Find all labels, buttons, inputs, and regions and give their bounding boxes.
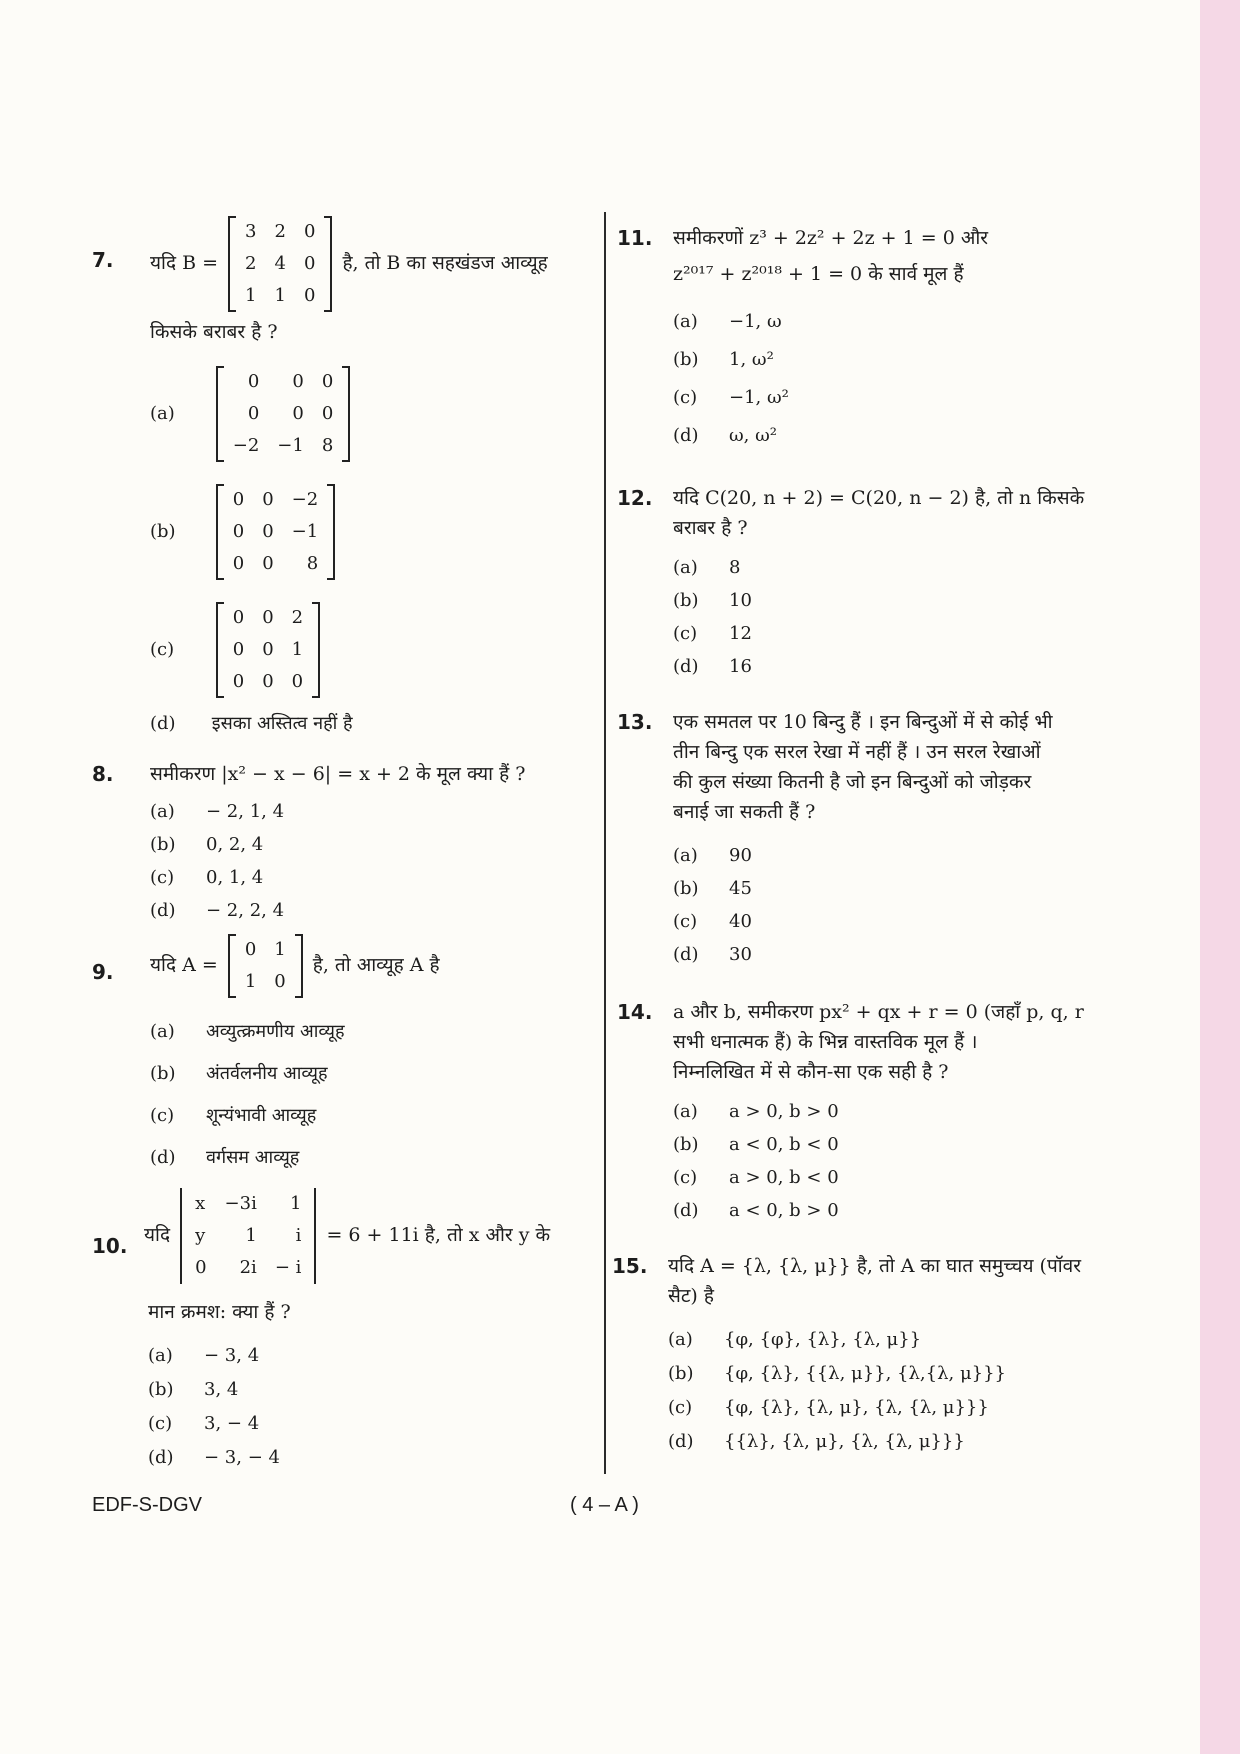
option-text: अव्युत्क्रमणीय आव्यूह [206,1021,345,1042]
option-label: (d) [148,1447,174,1468]
option-label: (d) [673,425,699,446]
option-label: (c) [150,639,175,660]
option-a [150,1016,345,1048]
option-label: (b) [148,1379,174,1400]
option-d [150,1142,299,1174]
option-c [150,1100,316,1132]
question-10 [92,1188,602,1478]
option-c [673,618,752,650]
option-text: 0, 1, 4 [206,867,264,888]
option-c [673,906,752,938]
option-text: 0, 2, 4 [206,834,264,855]
option-a [668,1324,921,1356]
question-number: 13. [617,710,653,734]
question-line-1: समीकरणों z³ + 2z² + 2z + 1 = 0 और [673,227,989,249]
question-line-3: की कुल संख्या कितनी है जो इन बिन्दुओं को जोड़कर [673,771,1032,793]
question-line-2: सैट) है [668,1285,714,1307]
question-number: 12. [617,486,653,510]
option-text: 3, 4 [204,1379,239,1400]
question-14 [617,996,1137,1226]
option-label: (c) [673,387,698,408]
option-label: (a) [150,801,175,822]
option-text: {φ, {λ}, {{λ, μ}}, {λ,{λ, μ}}} [724,1363,1006,1384]
option-label: (a) [673,845,698,866]
option-text: इसका अस्तित्व नहीं है [211,713,353,734]
question-line-1: a और b, समीकरण px² + qx + r = 0 (जहाँ p, q, r [673,1001,1084,1023]
question-line-3: निम्नलिखित में से कौन-सा एक सही है ? [673,1061,949,1083]
question-line-1: एक समतल पर 10 बिन्दु हैं । इन बिन्दुओं में से कोई भी [673,711,1053,733]
question-line-2: z²⁰¹⁷ + z²⁰¹⁸ + 1 = 0 के सार्व मूल हैं [673,263,964,285]
option-a-matrix: 0 0 0 0 0 0 −2 −1 8 [216,366,351,462]
option-label: (c) [673,1167,698,1188]
matrix-B: 3 2 0 2 4 0 1 1 0 [228,216,332,312]
option-a [150,796,284,828]
page-edge-strip [1200,0,1240,1754]
question-8 [92,758,602,928]
question-number: 7. [92,248,114,272]
question-line-2: सभी धनात्मक हैं) के भिन्न वास्तविक मूल हैं । [673,1031,978,1053]
option-text: − 3, − 4 [204,1447,280,1468]
option-d [150,708,353,740]
option-a [150,366,354,462]
option-b [150,1058,328,1090]
option-label: (c) [148,1413,173,1434]
question-prefix: यदि A = [150,954,218,976]
question-line-2: किसके बराबर है ? [150,321,278,343]
option-text: 40 [729,911,752,932]
option-b [673,585,752,617]
option-b [673,1129,839,1161]
option-b [668,1358,1006,1390]
option-d [673,420,777,452]
question-15 [612,1250,1132,1460]
option-label: (b) [668,1363,694,1384]
option-label: (c) [150,1105,175,1126]
question-line-1: यदि C(20, n + 2) = C(20, n − 2) है, तो n किसके [673,487,1085,509]
option-c-matrix: 0 0 2 0 0 1 0 0 0 [216,602,320,698]
option-label: (a) [150,1021,175,1042]
question-12 [617,482,1137,682]
matrix-A: 0 1 1 0 [228,934,303,998]
option-c [673,382,789,414]
column-divider [604,212,606,1474]
option-label: (a) [673,1101,698,1122]
option-d [673,651,752,683]
option-label: (d) [668,1431,694,1452]
question-line-2: बराबर है ? [673,517,748,539]
question-number: 15. [612,1254,648,1278]
option-a [148,1340,259,1372]
determinant: x −3i 1 y 1 i 0 2i − i [180,1188,316,1284]
option-text: −1, ω [729,311,782,332]
question-9 [92,934,602,1174]
option-label: (c) [673,623,698,644]
question-11 [617,222,1137,452]
option-d [148,1442,280,1474]
option-text: {{λ}, {λ, μ}, {λ, {λ, μ}}} [724,1431,965,1452]
question-number: 9. [92,960,114,984]
option-text: a > 0, b < 0 [729,1167,839,1188]
option-text: {φ, {φ}, {λ}, {λ, μ}} [724,1329,922,1350]
option-label: (c) [673,911,698,932]
option-b [150,829,263,861]
option-text: −1, ω² [729,387,789,408]
option-label: (a) [673,311,698,332]
question-line-4: बनाई जा सकती हैं ? [673,801,816,823]
option-text: {φ, {λ}, {λ, μ}, {λ, {λ, μ}}} [724,1397,989,1418]
option-c [150,862,263,894]
question-line-2: मान क्रमश: क्या हैं ? [148,1301,291,1323]
paper-code: EDF-S-DGV [92,1494,202,1516]
option-label: (a) [673,557,698,578]
question-7 [92,216,602,736]
option-label: (d) [673,944,699,965]
option-label: (a) [148,1345,173,1366]
option-label: (b) [673,349,699,370]
option-text: a < 0, b > 0 [729,1200,839,1221]
question-number: 11. [617,226,653,250]
option-text: अंतर्वलनीय आव्यूह [206,1063,328,1084]
option-text: 16 [729,656,752,677]
option-text: a < 0, b < 0 [729,1134,839,1155]
question-13 [617,706,1137,976]
option-c [148,1408,259,1440]
option-text: 3, − 4 [204,1413,260,1434]
option-b [150,484,339,580]
option-text: 90 [729,845,752,866]
question-suffix: है, तो आव्यूह A है [312,954,440,976]
option-c [150,602,324,698]
option-text: − 2, 1, 4 [206,801,285,822]
option-text: 10 [729,590,752,611]
option-b [673,344,774,376]
option-text: − 2, 2, 4 [206,900,285,921]
option-label: (c) [150,867,175,888]
option-label: (d) [150,1147,176,1168]
option-label: (a) [150,403,175,424]
option-text: 30 [729,944,752,965]
question-line-2: तीन बिन्दु एक सरल रेखा में नहीं हैं । उन सरल रेखाओं [673,741,1041,763]
option-text: 12 [729,623,752,644]
option-b [673,873,752,905]
option-label: (a) [668,1329,693,1350]
option-a [673,840,752,872]
question-line-1: यदि A = {λ, {λ, μ}} है, तो A का घात समुच्चय (पॉवर [668,1255,1082,1277]
option-d [150,895,284,927]
option-text: a > 0, b > 0 [729,1101,839,1122]
question-stem [150,216,610,312]
option-text: 45 [729,878,752,899]
option-b [148,1374,238,1406]
option-label: (c) [668,1397,693,1418]
option-label: (d) [673,1200,699,1221]
question-number: 10. [92,1234,128,1258]
option-label: (b) [673,590,699,611]
question-number: 14. [617,1000,653,1024]
option-text: 1, ω² [729,349,774,370]
question-prefix: यदि [144,1224,171,1246]
option-label: (b) [150,834,176,855]
option-b-matrix: 0 0 −2 0 0 −1 0 0 8 [216,484,335,580]
option-label: (d) [673,656,699,677]
option-text: शून्यंभावी आव्यूह [206,1105,317,1126]
option-d [673,939,752,971]
question-stem [150,934,440,998]
option-label: (b) [150,521,176,542]
option-label: (b) [673,878,699,899]
option-c [668,1392,989,1424]
option-text: 8 [729,557,741,578]
option-a [673,552,740,584]
option-text: वर्गसम आव्यूह [206,1147,300,1168]
question-stem [144,1188,604,1284]
option-label: (d) [150,713,176,734]
option-a [673,1096,839,1128]
question-suffix: = 6 + 11i है, तो x और y के [326,1224,551,1246]
page-number: ( 4 – A ) [570,1494,639,1516]
question-number: 8. [92,762,114,786]
question-prefix: यदि B = [150,252,218,274]
question-suffix: है, तो B का सहखंडज आव्यूह [342,252,548,274]
option-text: − 3, 4 [204,1345,260,1366]
option-d [673,1195,839,1227]
option-d [668,1426,965,1458]
question-stem: समीकरण |x² − x − 6| = x + 2 के मूल क्या हैं ? [150,763,526,785]
option-label: (b) [673,1134,699,1155]
option-c [673,1162,839,1194]
option-label: (d) [150,900,176,921]
option-text: ω, ω² [729,425,778,446]
option-label: (b) [150,1063,176,1084]
option-a [673,306,782,338]
